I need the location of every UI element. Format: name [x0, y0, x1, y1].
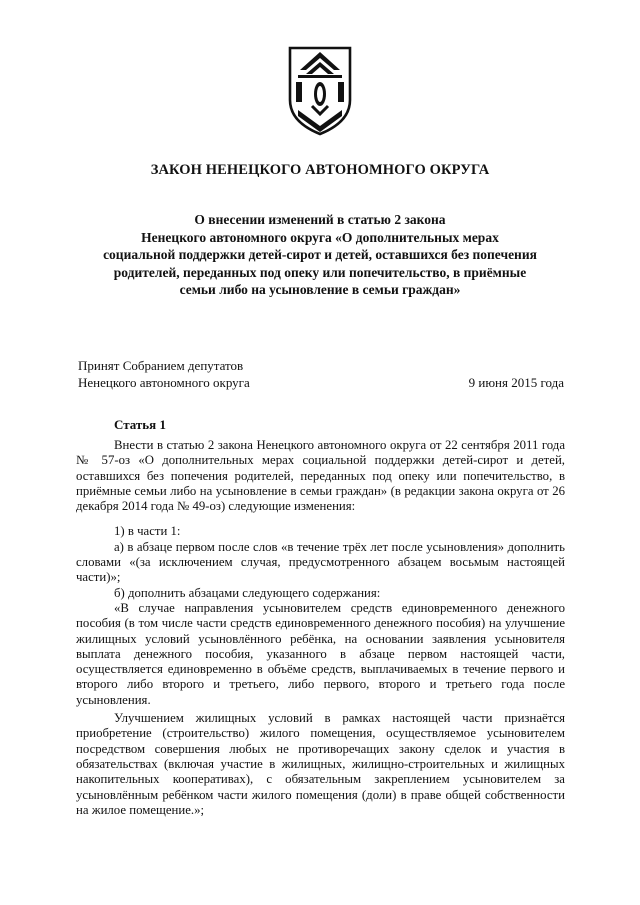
document-subtitle	[60, 211, 580, 299]
subtitle-line: О внесении изменений в статью 2 закона	[194, 212, 446, 227]
article-paragraph: Внести в статью 2 закона Ненецкого автономного округа от 22 сентября 2011 года № 57-оз «О дополнительных мерах социальной поддержки детей-сирот и детей, оставшихся без попечения родителей, переданных под опеку или попечительство, в приёмные семьи либо на усыновление в семьи граждан» (в редакции закона округа от 26 декабря 2014 года № 49-оз) следующие изменения:	[76, 438, 565, 514]
subtitle-line: родителей, переданных под опеку или попечительство, в приёмные	[113, 264, 527, 280]
article-paragraph: б) дополнить абзацами следующего содержания:	[114, 585, 381, 600]
subtitle-line: семьи либо на усыновление в семьи граждан»	[179, 282, 461, 298]
adoption-date: 9 июня 2015 года	[468, 374, 564, 390]
adopted-by-line: Принят Собранием депутатов	[78, 358, 244, 373]
subtitle-line: социальной поддержки детей-сирот и детей, оставшихся без попечения	[103, 247, 537, 263]
adopted-by-line: Ненецкого автономного округа	[78, 374, 250, 390]
article-body	[76, 438, 565, 818]
adoption-block	[78, 358, 564, 391]
article-paragraph: «В случае направления усыновителем средств единовременного денежного пособия (в том числе части средств единовременного денежного пособия) на улучшение жилищных условий усыновлённого ребёнка, на основании заявления усыновителя выплата денежного пособия, указанного в абзаце первом настоящей части, осуществляется единовременно в объёме средств, выплачиваемых в течение первого и второго либо второго и третьего, либо первого, второго и третьего года после усыновления.	[76, 600, 565, 707]
article-paragraph: 1) в части 1:	[114, 524, 181, 539]
article-paragraph: Улучшением жилищных условий в рамках настоящей части признаётся приобретение (строительство) жилого помещения, осуществляемое усыновителем посредством совершения любых не противоречащих закону сделок и участия в обязательствах (включая участие в жилищных, жилищно-строительных и жилищных накопительных кооперативах), с обязательным закреплением усыновителем за усыновлённым ребёнком части жилого помещения (доли) в праве общей собственности на жилое помещение.»;	[76, 711, 565, 817]
subtitle-line: Ненецкого автономного округа «О дополнительных мерах	[141, 229, 499, 245]
article-paragraph: а) в абзаце первом после слов «в течение трёх лет после усыновления» дополнить словами «(за исключением случая, предусмотренного абзацем восьмым настоящей части)»;	[76, 539, 565, 585]
document-title: ЗАКОН НЕНЕЦКОГО АВТОНОМНОГО ОКРУГА	[150, 162, 490, 178]
nenets-coat-of-arms-icon	[286, 44, 354, 136]
article-heading: Статья 1	[114, 417, 166, 432]
